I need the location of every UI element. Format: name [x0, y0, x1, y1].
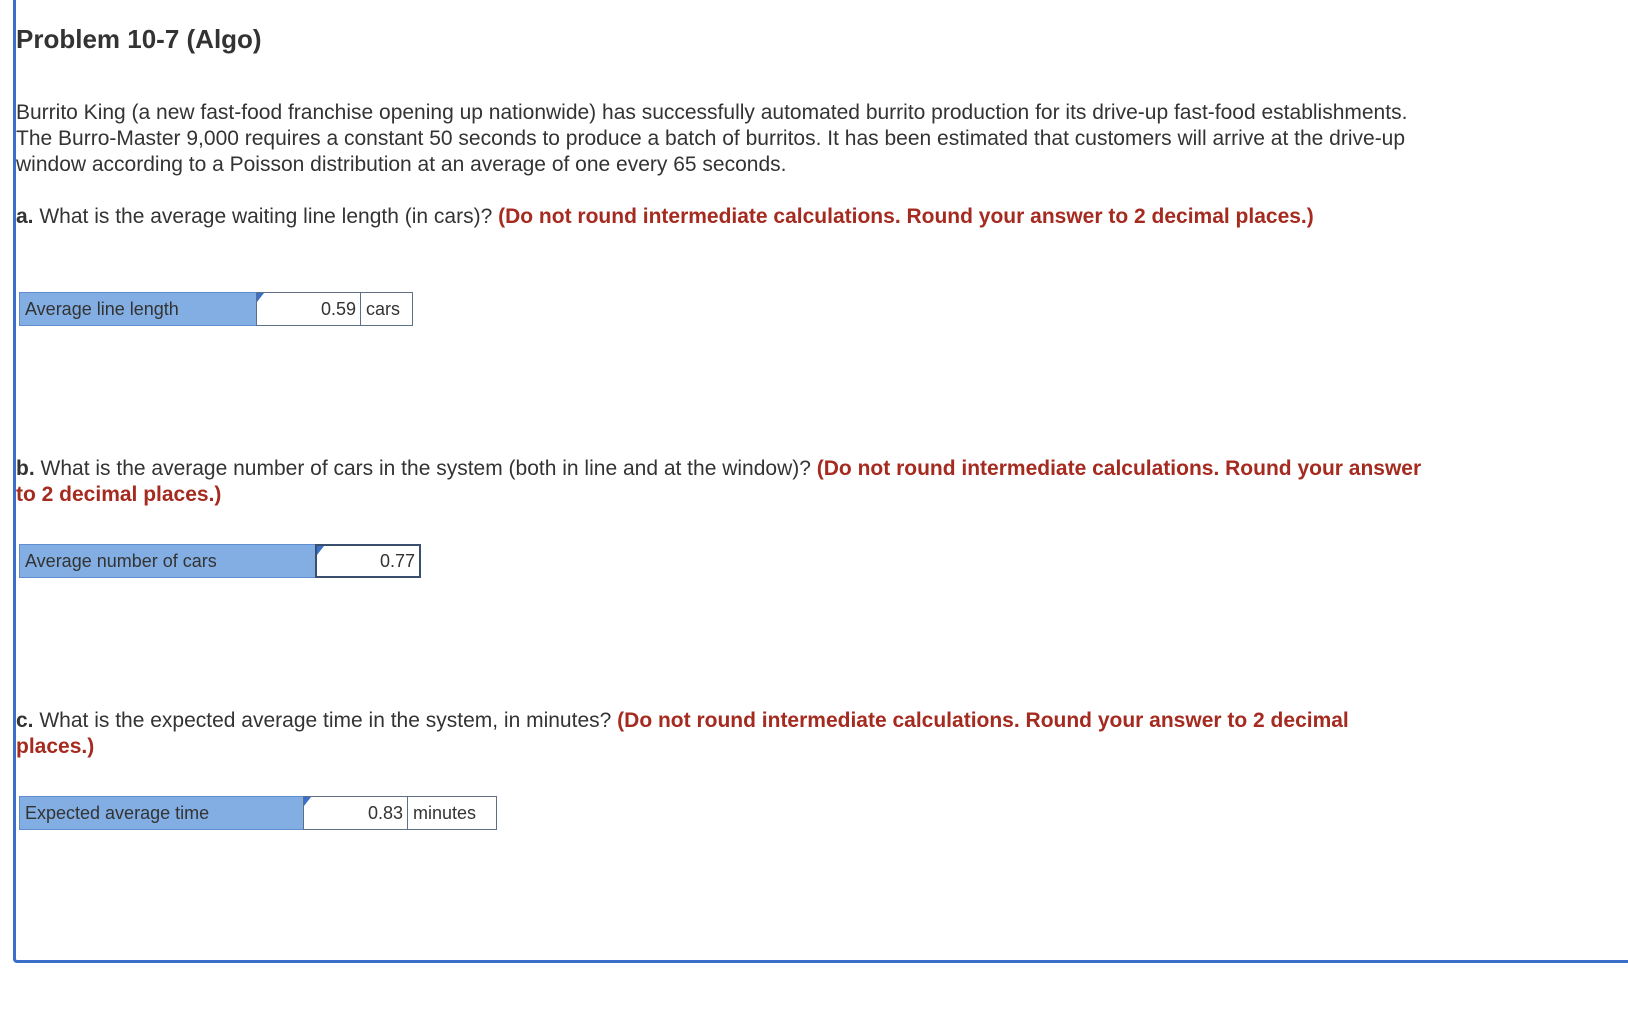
answer-row-c — [19, 796, 497, 830]
answer-c-input[interactable] — [303, 796, 408, 830]
answer-b-marker-icon — [317, 546, 324, 555]
answer-c-label: Expected average time — [19, 796, 303, 830]
answer-a-marker-icon — [257, 293, 264, 302]
answer-c-marker-icon — [304, 797, 311, 806]
question-a-letter: a. — [16, 205, 34, 228]
question-c — [16, 708, 1426, 760]
question-c-letter: c. — [16, 709, 34, 732]
answer-b-input[interactable] — [315, 544, 421, 578]
answer-c-value: 0.83 — [367, 802, 403, 823]
question-b — [16, 456, 1426, 508]
answer-a-label: Average line length — [19, 292, 256, 326]
answer-a-value: 0.59 — [320, 298, 356, 319]
answer-b-label: Average number of cars — [19, 544, 315, 578]
question-c-text: What is the expected average time in the system, in minutes? — [39, 709, 612, 732]
question-c-instruction: (Do not round intermediate calculations. Round your answer to 2 decimal places.) — [16, 709, 1349, 758]
answer-row-a — [19, 292, 413, 326]
question-b-instruction: (Do not round intermediate calculations. Round your answer to 2 decimal places.) — [16, 457, 1422, 506]
problem-intro: Burrito King (a new fast-food franchise opening up nationwide) has successfully automated burrito production for its drive-up fast-food establishments. The Burro-Master 9,000 requires a constant 50 seconds to produce a batch of burritos. It has been estimated that customers will arrive at the drive-up window according to a Poisson distribution at an average of one every 65 seconds. — [16, 101, 1408, 176]
answer-a-input[interactable] — [256, 292, 361, 326]
question-a — [16, 204, 1426, 230]
answer-c-unit: minutes — [408, 796, 497, 830]
problem-title: Problem 10-7 (Algo) — [16, 24, 262, 54]
question-b-letter: b. — [16, 457, 35, 480]
question-a-instruction: (Do not round intermediate calculations. Round your answer to 2 decimal places.) — [498, 205, 1314, 228]
answer-b-value: 0.77 — [379, 550, 415, 571]
question-b-text: What is the average number of cars in the system (both in line and at the window)? — [40, 457, 811, 480]
answer-row-b — [19, 544, 421, 578]
question-a-text: What is the average waiting line length (in cars)? — [39, 205, 493, 228]
answer-a-unit: cars — [361, 292, 413, 326]
